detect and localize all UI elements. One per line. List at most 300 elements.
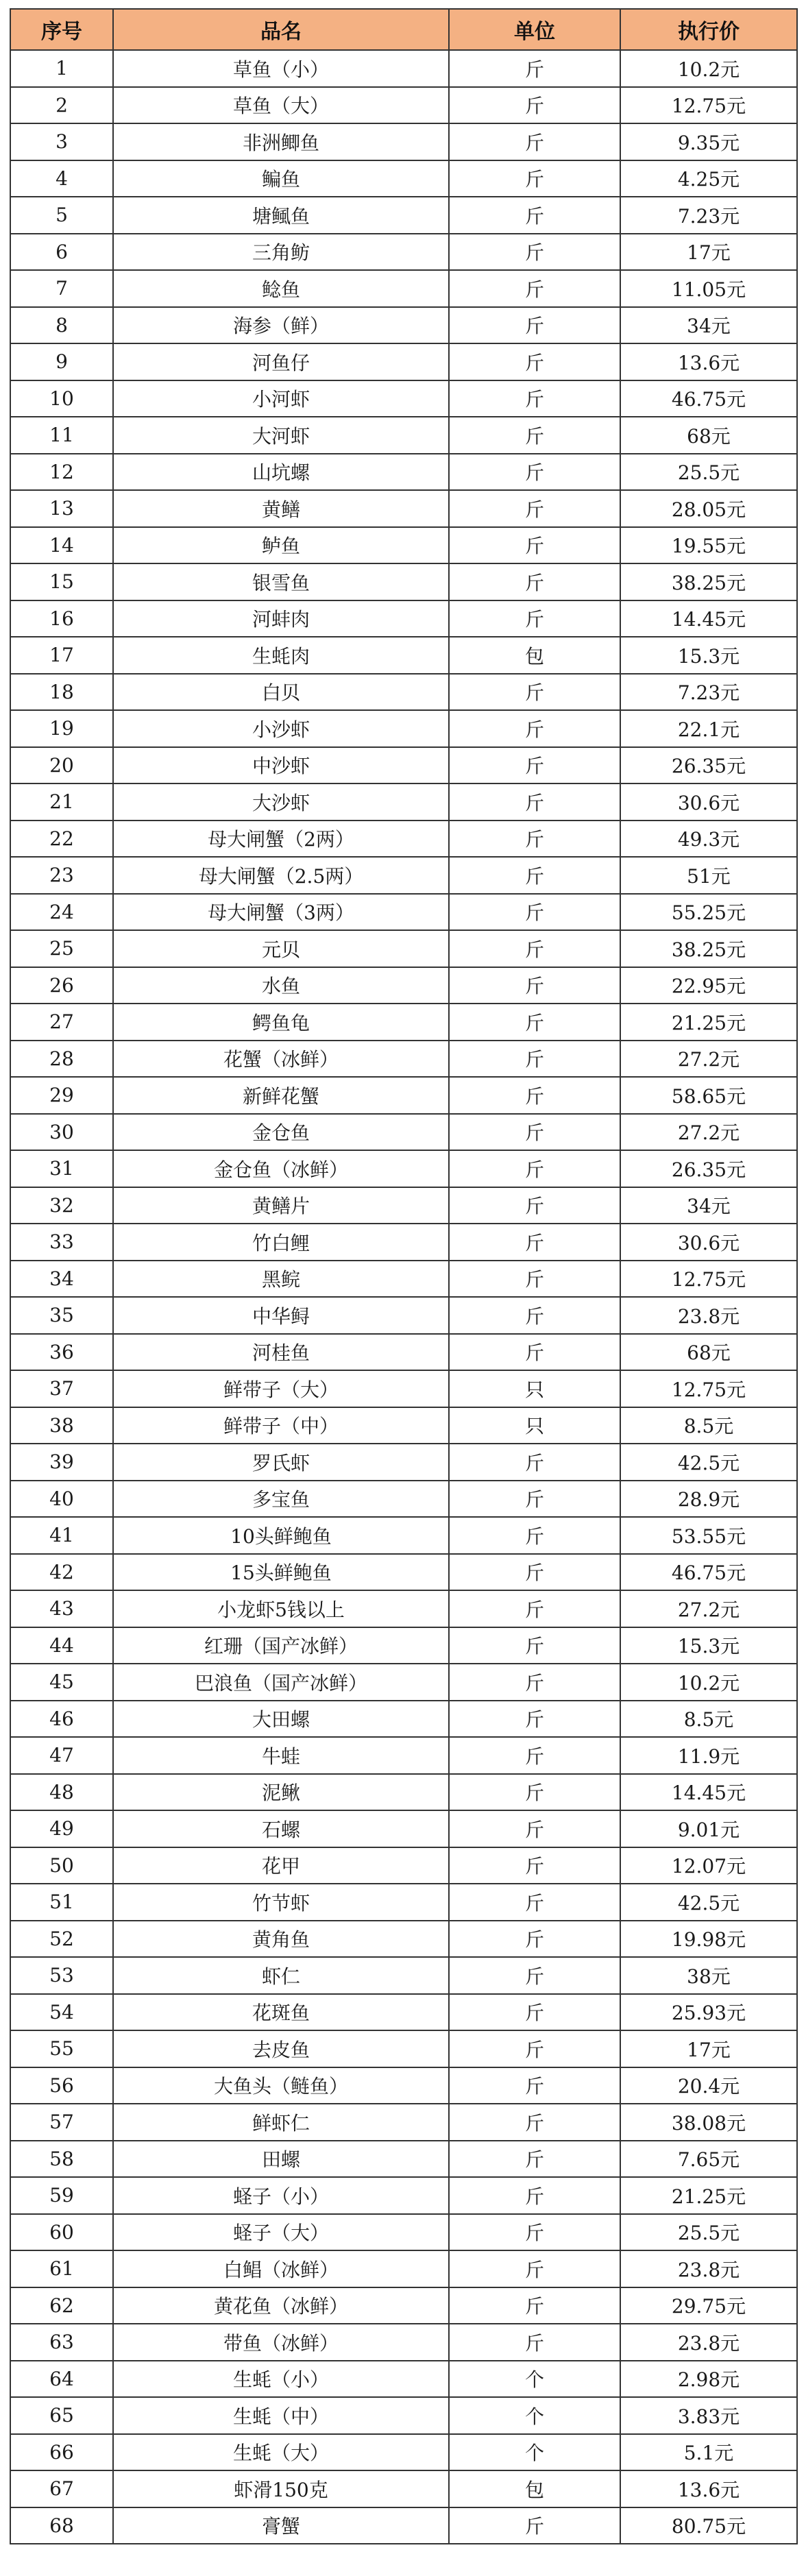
cell-unit: 包 xyxy=(449,637,620,674)
cell-product-name: 红珊（国产冰鲜） xyxy=(113,1627,449,1664)
table-row xyxy=(10,930,797,967)
table-row xyxy=(10,2324,797,2361)
cell-product-name: 母大闸蟹（2两） xyxy=(113,821,449,858)
table-row xyxy=(10,380,797,417)
cell-product-name: 草鱼（大） xyxy=(113,87,449,124)
cell-index: 35 xyxy=(10,1297,113,1334)
header-price: 执行价 xyxy=(620,9,797,50)
cell-price: 11.05元 xyxy=(620,270,797,307)
table-row xyxy=(10,343,797,380)
table-row xyxy=(10,1884,797,1921)
cell-index: 21 xyxy=(10,783,113,821)
cell-price: 13.6元 xyxy=(620,343,797,380)
cell-product-name: 生蚝（中） xyxy=(113,2397,449,2434)
cell-product-name: 泥鳅 xyxy=(113,1774,449,1811)
cell-index: 11 xyxy=(10,417,113,454)
cell-index: 31 xyxy=(10,1150,113,1187)
cell-unit: 个 xyxy=(449,2361,620,2398)
cell-unit: 只 xyxy=(449,1370,620,1407)
cell-price: 12.07元 xyxy=(620,1847,797,1884)
table-row xyxy=(10,1444,797,1481)
cell-product-name: 巴浪鱼（国产冰鲜） xyxy=(113,1664,449,1701)
cell-product-name: 大河虾 xyxy=(113,417,449,454)
cell-index: 26 xyxy=(10,967,113,1004)
cell-price: 58.65元 xyxy=(620,1077,797,1114)
cell-unit: 斤 xyxy=(449,490,620,527)
cell-price: 17元 xyxy=(620,2030,797,2067)
table-row xyxy=(10,2470,797,2507)
table-row xyxy=(10,2104,797,2141)
cell-index: 45 xyxy=(10,1664,113,1701)
table-row xyxy=(10,1261,797,1298)
cell-product-name: 黄鳝 xyxy=(113,490,449,527)
cell-unit: 斤 xyxy=(449,2324,620,2361)
cell-index: 66 xyxy=(10,2434,113,2471)
cell-price: 19.55元 xyxy=(620,527,797,564)
cell-unit: 只 xyxy=(449,1407,620,1444)
cell-price: 46.75元 xyxy=(620,380,797,417)
cell-product-name: 鲜虾仁 xyxy=(113,2104,449,2141)
cell-index: 53 xyxy=(10,1957,113,1994)
cell-unit: 个 xyxy=(449,2397,620,2434)
cell-price: 11.9元 xyxy=(620,1737,797,1774)
cell-price: 23.8元 xyxy=(620,2324,797,2361)
table-row xyxy=(10,2250,797,2287)
cell-index: 57 xyxy=(10,2104,113,2141)
cell-index: 28 xyxy=(10,1041,113,1078)
cell-price: 13.6元 xyxy=(620,2470,797,2507)
cell-unit: 斤 xyxy=(449,1957,620,1994)
cell-price: 14.45元 xyxy=(620,600,797,637)
cell-unit: 斤 xyxy=(449,894,620,931)
cell-product-name: 金仓鱼（冰鲜） xyxy=(113,1150,449,1187)
table-row xyxy=(10,2214,797,2251)
cell-unit: 斤 xyxy=(449,1774,620,1811)
cell-index: 46 xyxy=(10,1701,113,1738)
cell-product-name: 大沙虾 xyxy=(113,783,449,821)
cell-price: 38.25元 xyxy=(620,930,797,967)
cell-price: 15.3元 xyxy=(620,1627,797,1664)
cell-unit: 斤 xyxy=(449,1921,620,1958)
cell-index: 58 xyxy=(10,2141,113,2178)
cell-unit: 斤 xyxy=(449,50,620,87)
cell-product-name: 罗氏虾 xyxy=(113,1444,449,1481)
cell-price: 55.25元 xyxy=(620,894,797,931)
cell-price: 51元 xyxy=(620,857,797,894)
cell-index: 37 xyxy=(10,1370,113,1407)
cell-index: 2 xyxy=(10,87,113,124)
cell-unit: 斤 xyxy=(449,1517,620,1554)
cell-unit: 斤 xyxy=(449,1481,620,1518)
cell-unit: 斤 xyxy=(449,2287,620,2324)
table-row xyxy=(10,197,797,234)
cell-index: 43 xyxy=(10,1590,113,1627)
table-row xyxy=(10,710,797,747)
cell-unit: 斤 xyxy=(449,2104,620,2141)
cell-price: 7.65元 xyxy=(620,2141,797,2178)
price-table xyxy=(10,8,798,2544)
cell-index: 20 xyxy=(10,747,113,784)
cell-product-name: 小河虾 xyxy=(113,380,449,417)
table-row xyxy=(10,87,797,124)
cell-price: 14.45元 xyxy=(620,1774,797,1811)
table-row xyxy=(10,527,797,564)
cell-unit: 斤 xyxy=(449,2507,620,2544)
cell-index: 7 xyxy=(10,270,113,307)
cell-product-name: 花蟹（冰鲜） xyxy=(113,1041,449,1078)
cell-unit: 斤 xyxy=(449,270,620,307)
table-row xyxy=(10,1590,797,1627)
cell-index: 19 xyxy=(10,710,113,747)
cell-price: 38.08元 xyxy=(620,2104,797,2141)
cell-index: 38 xyxy=(10,1407,113,1444)
cell-product-name: 生蚝（大） xyxy=(113,2434,449,2471)
table-row xyxy=(10,2397,797,2434)
cell-product-name: 河桂鱼 xyxy=(113,1334,449,1371)
cell-index: 60 xyxy=(10,2214,113,2251)
cell-price: 7.23元 xyxy=(620,674,797,711)
cell-product-name: 花甲 xyxy=(113,1847,449,1884)
cell-price: 12.75元 xyxy=(620,1261,797,1298)
table-row xyxy=(10,1664,797,1701)
header-index: 序号 xyxy=(10,9,113,50)
table-row xyxy=(10,2434,797,2471)
cell-price: 42.5元 xyxy=(620,1884,797,1921)
table-row xyxy=(10,2287,797,2324)
cell-unit: 斤 xyxy=(449,783,620,821)
cell-index: 36 xyxy=(10,1334,113,1371)
cell-price: 53.55元 xyxy=(620,1517,797,1554)
cell-index: 52 xyxy=(10,1921,113,1958)
cell-product-name: 黑鲩 xyxy=(113,1261,449,1298)
table-row xyxy=(10,1701,797,1738)
cell-index: 64 xyxy=(10,2361,113,2398)
cell-price: 30.6元 xyxy=(620,1224,797,1261)
cell-unit: 斤 xyxy=(449,1114,620,1151)
cell-price: 22.1元 xyxy=(620,710,797,747)
cell-product-name: 花斑鱼 xyxy=(113,1994,449,2031)
cell-unit: 包 xyxy=(449,2470,620,2507)
table-row xyxy=(10,123,797,160)
cell-product-name: 竹白鲤 xyxy=(113,1224,449,1261)
cell-index: 48 xyxy=(10,1774,113,1811)
cell-unit: 斤 xyxy=(449,674,620,711)
cell-price: 25.93元 xyxy=(620,1994,797,2031)
table-row xyxy=(10,2507,797,2544)
cell-price: 9.35元 xyxy=(620,123,797,160)
cell-product-name: 白鲳（冰鲜） xyxy=(113,2250,449,2287)
table-row xyxy=(10,160,797,197)
cell-price: 12.75元 xyxy=(620,87,797,124)
table-row xyxy=(10,1041,797,1078)
table-row xyxy=(10,967,797,1004)
cell-price: 68元 xyxy=(620,417,797,454)
cell-unit: 斤 xyxy=(449,2067,620,2104)
cell-index: 41 xyxy=(10,1517,113,1554)
table-row xyxy=(10,234,797,271)
cell-unit: 斤 xyxy=(449,1224,620,1261)
cell-index: 3 xyxy=(10,123,113,160)
cell-unit: 斤 xyxy=(449,821,620,858)
cell-index: 32 xyxy=(10,1187,113,1224)
cell-index: 16 xyxy=(10,600,113,637)
table-row xyxy=(10,563,797,600)
cell-price: 26.35元 xyxy=(620,1150,797,1187)
cell-unit: 个 xyxy=(449,2434,620,2471)
cell-index: 67 xyxy=(10,2470,113,2507)
cell-unit: 斤 xyxy=(449,1297,620,1334)
table-row xyxy=(10,2030,797,2067)
cell-index: 44 xyxy=(10,1627,113,1664)
header-unit: 单位 xyxy=(449,9,620,50)
cell-index: 39 xyxy=(10,1444,113,1481)
cell-product-name: 鳊鱼 xyxy=(113,160,449,197)
cell-index: 65 xyxy=(10,2397,113,2434)
cell-product-name: 鲜带子（中） xyxy=(113,1407,449,1444)
cell-price: 8.5元 xyxy=(620,1701,797,1738)
cell-price: 4.25元 xyxy=(620,160,797,197)
cell-index: 6 xyxy=(10,234,113,271)
table-row xyxy=(10,307,797,344)
cell-price: 28.05元 xyxy=(620,490,797,527)
table-row xyxy=(10,1921,797,1958)
cell-price: 28.9元 xyxy=(620,1481,797,1518)
cell-price: 68元 xyxy=(620,1334,797,1371)
cell-price: 27.2元 xyxy=(620,1590,797,1627)
cell-price: 38.25元 xyxy=(620,563,797,600)
table-row xyxy=(10,1957,797,1994)
cell-price: 20.4元 xyxy=(620,2067,797,2104)
cell-index: 33 xyxy=(10,1224,113,1261)
cell-price: 80.75元 xyxy=(620,2507,797,2544)
cell-price: 21.25元 xyxy=(620,2177,797,2214)
cell-price: 23.8元 xyxy=(620,2250,797,2287)
cell-unit: 斤 xyxy=(449,454,620,491)
cell-unit: 斤 xyxy=(449,123,620,160)
cell-unit: 斤 xyxy=(449,1810,620,1847)
cell-price: 49.3元 xyxy=(620,821,797,858)
cell-index: 47 xyxy=(10,1737,113,1774)
table-body xyxy=(10,50,797,2544)
cell-product-name: 塘鲺鱼 xyxy=(113,197,449,234)
table-header xyxy=(10,9,797,50)
cell-product-name: 田螺 xyxy=(113,2141,449,2178)
cell-unit: 斤 xyxy=(449,1884,620,1921)
table-row xyxy=(10,600,797,637)
cell-price: 15.3元 xyxy=(620,637,797,674)
table-row xyxy=(10,454,797,491)
cell-product-name: 10头鲜鲍鱼 xyxy=(113,1517,449,1554)
cell-index: 42 xyxy=(10,1554,113,1591)
cell-index: 22 xyxy=(10,821,113,858)
cell-product-name: 竹节虾 xyxy=(113,1884,449,1921)
cell-unit: 斤 xyxy=(449,1994,620,2031)
cell-unit: 斤 xyxy=(449,1261,620,1298)
cell-unit: 斤 xyxy=(449,87,620,124)
table-row xyxy=(10,1774,797,1811)
table-row xyxy=(10,2067,797,2104)
cell-index: 15 xyxy=(10,563,113,600)
cell-index: 34 xyxy=(10,1261,113,1298)
cell-unit: 斤 xyxy=(449,1444,620,1481)
cell-index: 51 xyxy=(10,1884,113,1921)
table-row xyxy=(10,1737,797,1774)
table-row xyxy=(10,1994,797,2031)
cell-product-name: 母大闸蟹（3两） xyxy=(113,894,449,931)
cell-product-name: 膏蟹 xyxy=(113,2507,449,2544)
cell-unit: 斤 xyxy=(449,1847,620,1884)
header-row xyxy=(10,9,797,50)
table-row xyxy=(10,1297,797,1334)
cell-price: 34元 xyxy=(620,1187,797,1224)
cell-index: 55 xyxy=(10,2030,113,2067)
cell-price: 9.01元 xyxy=(620,1810,797,1847)
cell-product-name: 山坑螺 xyxy=(113,454,449,491)
cell-index: 68 xyxy=(10,2507,113,2544)
cell-product-name: 带鱼（冰鲜） xyxy=(113,2324,449,2361)
cell-product-name: 虾滑150克 xyxy=(113,2470,449,2507)
table-row xyxy=(10,1481,797,1518)
cell-unit: 斤 xyxy=(449,197,620,234)
cell-price: 46.75元 xyxy=(620,1554,797,1591)
cell-index: 63 xyxy=(10,2324,113,2361)
cell-index: 54 xyxy=(10,1994,113,2031)
cell-index: 24 xyxy=(10,894,113,931)
cell-index: 59 xyxy=(10,2177,113,2214)
table-row xyxy=(10,1407,797,1444)
table-row xyxy=(10,417,797,454)
cell-product-name: 小龙虾5钱以上 xyxy=(113,1590,449,1627)
cell-product-name: 黄花鱼（冰鲜） xyxy=(113,2287,449,2324)
cell-index: 13 xyxy=(10,490,113,527)
cell-price: 30.6元 xyxy=(620,783,797,821)
cell-price: 26.35元 xyxy=(620,747,797,784)
cell-price: 8.5元 xyxy=(620,1407,797,1444)
table-row xyxy=(10,1554,797,1591)
table-row xyxy=(10,1810,797,1847)
cell-product-name: 元贝 xyxy=(113,930,449,967)
cell-index: 14 xyxy=(10,527,113,564)
cell-unit: 斤 xyxy=(449,1664,620,1701)
cell-price: 29.75元 xyxy=(620,2287,797,2324)
table-row xyxy=(10,1370,797,1407)
cell-unit: 斤 xyxy=(449,234,620,271)
table-row xyxy=(10,1114,797,1151)
cell-price: 12.75元 xyxy=(620,1370,797,1407)
cell-unit: 斤 xyxy=(449,417,620,454)
cell-product-name: 白贝 xyxy=(113,674,449,711)
cell-product-name: 多宝鱼 xyxy=(113,1481,449,1518)
cell-unit: 斤 xyxy=(449,2030,620,2067)
cell-product-name: 水鱼 xyxy=(113,967,449,1004)
cell-price: 22.95元 xyxy=(620,967,797,1004)
cell-product-name: 生蚝肉 xyxy=(113,637,449,674)
cell-index: 4 xyxy=(10,160,113,197)
cell-unit: 斤 xyxy=(449,1187,620,1224)
cell-product-name: 虾仁 xyxy=(113,1957,449,1994)
cell-unit: 斤 xyxy=(449,307,620,344)
header-product-name: 品名 xyxy=(113,9,449,50)
cell-product-name: 母大闸蟹（2.5两） xyxy=(113,857,449,894)
table-row xyxy=(10,637,797,674)
cell-price: 25.5元 xyxy=(620,2214,797,2251)
cell-product-name: 河蚌肉 xyxy=(113,600,449,637)
cell-unit: 斤 xyxy=(449,380,620,417)
cell-product-name: 黄角鱼 xyxy=(113,1921,449,1958)
cell-index: 8 xyxy=(10,307,113,344)
table-row xyxy=(10,2361,797,2398)
cell-product-name: 鲶鱼 xyxy=(113,270,449,307)
table-row xyxy=(10,857,797,894)
cell-product-name: 中华鲟 xyxy=(113,1297,449,1334)
cell-product-name: 蛏子（大） xyxy=(113,2214,449,2251)
table-row xyxy=(10,1847,797,1884)
cell-price: 42.5元 xyxy=(620,1444,797,1481)
table-row xyxy=(10,50,797,87)
cell-unit: 斤 xyxy=(449,527,620,564)
cell-index: 27 xyxy=(10,1004,113,1041)
cell-unit: 斤 xyxy=(449,343,620,380)
cell-index: 5 xyxy=(10,197,113,234)
cell-product-name: 鲈鱼 xyxy=(113,527,449,564)
cell-index: 62 xyxy=(10,2287,113,2324)
cell-unit: 斤 xyxy=(449,1737,620,1774)
cell-unit: 斤 xyxy=(449,1590,620,1627)
cell-unit: 斤 xyxy=(449,857,620,894)
cell-price: 10.2元 xyxy=(620,50,797,87)
table-row xyxy=(10,1517,797,1554)
cell-product-name: 生蚝（小） xyxy=(113,2361,449,2398)
cell-price: 5.1元 xyxy=(620,2434,797,2471)
cell-product-name: 牛蛙 xyxy=(113,1737,449,1774)
cell-index: 12 xyxy=(10,454,113,491)
cell-product-name: 三角鲂 xyxy=(113,234,449,271)
cell-price: 19.98元 xyxy=(620,1921,797,1958)
cell-unit: 斤 xyxy=(449,710,620,747)
cell-price: 25.5元 xyxy=(620,454,797,491)
cell-price: 34元 xyxy=(620,307,797,344)
cell-unit: 斤 xyxy=(449,747,620,784)
table-row xyxy=(10,1077,797,1114)
cell-product-name: 海参（鲜） xyxy=(113,307,449,344)
table-row xyxy=(10,1004,797,1041)
table-row xyxy=(10,783,797,821)
table-row xyxy=(10,1187,797,1224)
cell-price: 27.2元 xyxy=(620,1114,797,1151)
table-row xyxy=(10,674,797,711)
cell-unit: 斤 xyxy=(449,600,620,637)
cell-index: 23 xyxy=(10,857,113,894)
table-row xyxy=(10,821,797,858)
cell-unit: 斤 xyxy=(449,2177,620,2214)
cell-price: 17元 xyxy=(620,234,797,271)
cell-index: 18 xyxy=(10,674,113,711)
cell-index: 9 xyxy=(10,343,113,380)
cell-index: 49 xyxy=(10,1810,113,1847)
cell-unit: 斤 xyxy=(449,1150,620,1187)
cell-index: 25 xyxy=(10,930,113,967)
cell-price: 3.83元 xyxy=(620,2397,797,2434)
cell-index: 1 xyxy=(10,50,113,87)
cell-product-name: 大鱼头（鲢鱼） xyxy=(113,2067,449,2104)
table-row xyxy=(10,1334,797,1371)
cell-product-name: 鲜带子（大） xyxy=(113,1370,449,1407)
cell-index: 17 xyxy=(10,637,113,674)
cell-unit: 斤 xyxy=(449,1627,620,1664)
table-row xyxy=(10,1150,797,1187)
cell-product-name: 15头鲜鲍鱼 xyxy=(113,1554,449,1591)
cell-unit: 斤 xyxy=(449,2141,620,2178)
